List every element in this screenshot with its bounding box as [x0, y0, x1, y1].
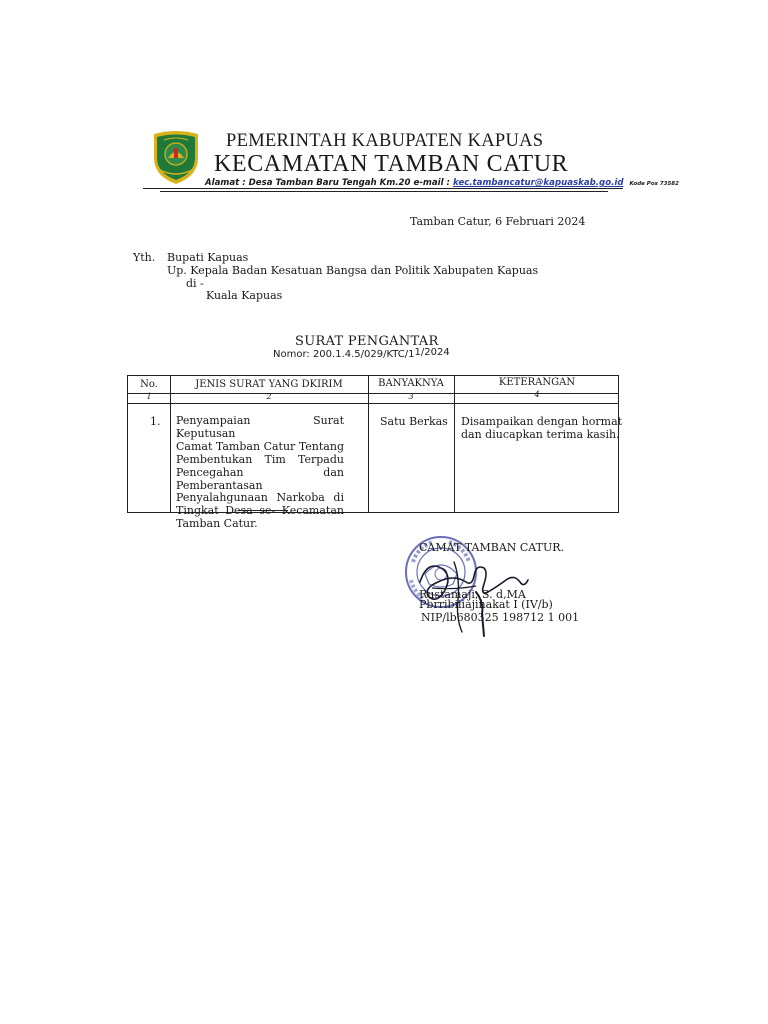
- letterhead-district: KECAMATAN TAMBAN CATUR: [214, 151, 569, 177]
- table-column-number: 3: [408, 392, 414, 401]
- recipient-line-4: Kuala Kapuas: [206, 289, 283, 302]
- subject-line: Penyampaian Surat Keputusan: [176, 414, 344, 440]
- subject-line: Pencegahan dan Pemberantasan: [176, 465, 344, 492]
- letter-table: [127, 375, 623, 531]
- recipient-line-2: Up. Kepala Badan Kesatuan Bangsa dan Politik Xabupaten Kapuas: [167, 264, 539, 277]
- table-number-divider: [128, 403, 618, 404]
- table-column-number: 4: [534, 390, 540, 399]
- note-line: dan diucapkan terima kasih.: [461, 428, 620, 441]
- table-column-number: 2: [266, 392, 272, 401]
- subject-underline: [238, 510, 288, 511]
- recipient-label: Yth.: [133, 251, 156, 264]
- subject-line: Tingkat Desa se- Kecamatan: [176, 504, 344, 518]
- subject-line: Camat Tamban Catur Tentang: [176, 439, 344, 453]
- table-header-quantity: BANYAKNYA: [378, 378, 444, 389]
- table-cell-note: [461, 415, 622, 441]
- regency-emblem-icon: [150, 128, 202, 186]
- subject-line: Tamban Catur.: [176, 517, 258, 531]
- postal-code: Kode Pos 73582: [629, 181, 679, 187]
- recipient-line-1: Bupati Kapuas: [167, 251, 249, 264]
- document-number: [273, 349, 450, 360]
- document-number-suffix: 1/2024: [414, 347, 450, 358]
- signature-office: CAMAT TAMBAN CATUR.: [419, 541, 565, 554]
- letterhead-rule-thin: [143, 188, 623, 189]
- recipient-line-3: di -: [186, 277, 204, 290]
- letterhead-rule-thick: [160, 191, 608, 192]
- table-header-subject: JENIS SURAT YANG DKIRIM: [195, 379, 343, 390]
- signature-rank: Pbrribiiiajinakat I (IV/b): [419, 598, 553, 611]
- signature-nip: NIP/lb680325 198712 1 001: [421, 611, 580, 624]
- table-cell-quantity: Satu Berkas: [380, 415, 448, 428]
- subject-line: Penyalahgunaan Narkoba di: [176, 491, 344, 505]
- signature-name: Rustamaji, S. d,MA: [419, 588, 526, 601]
- letterhead-address: [205, 178, 679, 188]
- note-line: Disampaikan dengan hormat: [461, 415, 623, 428]
- subject-line: Pembentukan Tim Terpadu: [176, 452, 344, 466]
- date-line: Tamban Catur, 6 Februari 2024: [410, 215, 586, 228]
- document-number-prefix: Nomor: 200.1.4.5/029/KTC/1: [273, 349, 415, 360]
- table-column-number: 1: [146, 392, 152, 401]
- document-title: SURAT PENGANTAR: [295, 334, 439, 349]
- table-header-note: KETERANGAN: [498, 377, 576, 388]
- table-cell-no: 1.: [150, 415, 161, 428]
- table-header-no: No.: [140, 379, 158, 390]
- email-link[interactable]: kec.tambancatur@kapuaskab.go.id: [452, 178, 624, 188]
- letterhead-government: PEMERINTAH KABUPATEN KAPUAS: [226, 131, 544, 151]
- address-label: Alamat : Desa Tamban Baru Tengah Km.20 e-mail :: [205, 178, 453, 188]
- table-cell-subject: [176, 415, 344, 531]
- handwritten-signature-icon: [414, 552, 532, 640]
